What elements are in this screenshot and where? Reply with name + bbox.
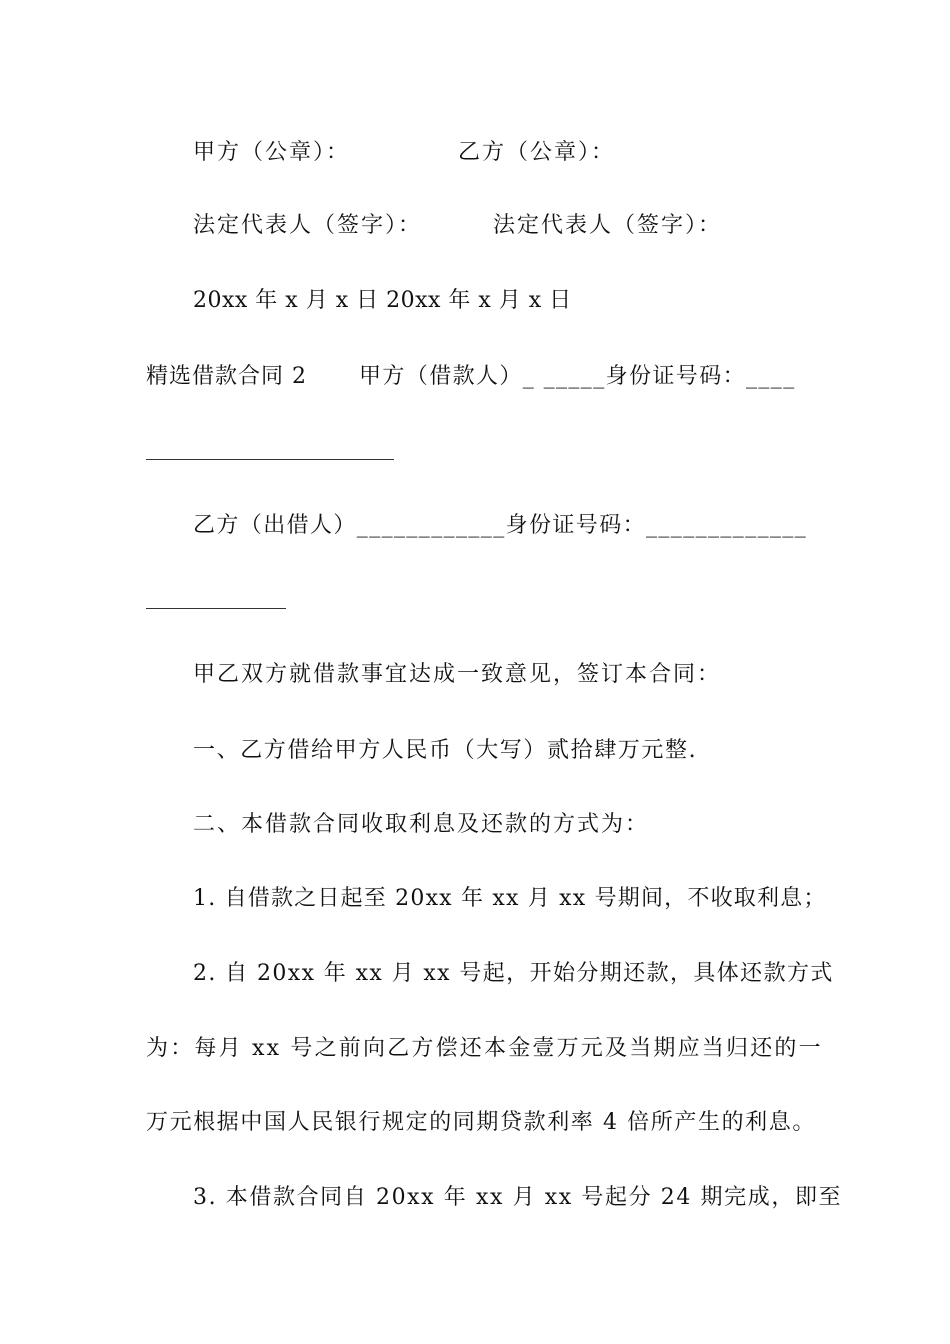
lender-line: 乙方（出借人）____________身份证号码：_____________ [193,513,808,538]
clause-2-item-3-line-1: 3. 本借款合同自 20xx 年 xx 月 xx 号起分 24 期完成，即至 [193,1185,843,1210]
contract-intro: 甲乙双方就借款事宜达成一致意见，签订本合同： [193,662,722,687]
clause-1: 一、乙方借给甲方人民币（大写）贰拾肆万元整. [193,738,698,763]
contract-heading: 精选借款合同 2 [146,364,307,389]
party-b-seal-label: 乙方（公章）： [458,140,616,165]
clause-2-item-2-line-2: 为：每月 xx 号之前向乙方偿还本金壹万元及当期应当归还的一 [146,1036,823,1061]
party-b-rep-label: 法定代表人（签字）： [493,213,723,238]
signature-dates: 20xx 年 x 月 x 日 20xx 年 x 月 x 日 [193,288,572,313]
lender-id-blank [146,608,286,609]
clause-2: 二、本借款合同收取利息及还款的方式为： [193,812,650,837]
party-a-seal-label: 甲方（公章）： [193,140,351,165]
clause-2-item-2-line-1: 2. 自 20xx 年 xx 月 xx 号起，开始分期还款，具体还款方式 [193,961,834,986]
clause-2-item-2-line-3: 万元根据中国人民银行规定的同期贷款利率 4 倍所产生的利息。 [146,1110,816,1135]
clause-2-item-1: 1. 自借款之日起至 20xx 年 xx 月 xx 号期间，不收取利息； [193,886,827,911]
borrower-id-blank [146,459,394,460]
party-a-rep-label: 法定代表人（签字）： [193,213,423,238]
borrower-line: 甲方（借款人）_ _____身份证号码：____ [359,364,796,389]
